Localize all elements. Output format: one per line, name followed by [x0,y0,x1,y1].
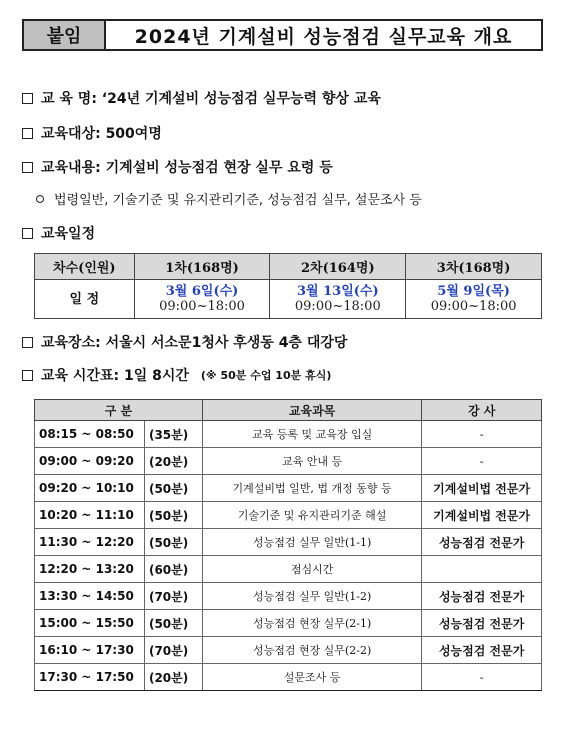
course-cell: 점심시간 [202,556,421,583]
table-row [35,529,542,556]
duration-cell: (35분) [144,421,202,448]
timetable-table [34,399,542,691]
duration-cell: (60분) [144,556,202,583]
attachment-tag: 붙임 [24,21,106,49]
course-cell: 기계설비법 일반, 법 개정 동향 등 [202,475,421,502]
instructor-cell [422,556,542,583]
instructor-cell: - [422,448,542,475]
schedule-time: 09:00~18:00 [294,299,381,314]
schedule-title-text: 교육일정 [41,226,96,242]
schedule-cell [270,280,406,319]
content-detail-item [36,189,422,208]
schedule-date: 3월 6일(수) [165,284,239,299]
course-cell: 기술기준 및 유지관리기준 해설 [202,502,421,529]
time-cell: 16:10 ~ 17:30 [35,637,145,664]
venue-item [22,332,347,352]
content-item [22,157,333,177]
schedule-cell [134,280,270,319]
duration-cell: (50분) [144,610,202,637]
course-name-text: 교 육 명: ‘24년 기계설비 성능점검 실무능력 향상 교육 [41,91,381,107]
duration-cell: (20분) [144,664,202,691]
schedule-cell [406,280,542,319]
timetable-head-cell: 교육과목 [202,400,421,421]
table-row [35,637,542,664]
table-row [35,664,542,691]
schedule-head-cell: 1차(168명) [134,254,270,280]
timetable-note: (※ 50분 수업 10분 휴식) [200,369,332,382]
checkbox-square-icon [22,93,33,104]
table-row [35,610,542,637]
course-cell: 성능점검 현장 실무(2-2) [202,637,421,664]
instructor-cell: 성능점검 전문가 [422,529,542,556]
timetable-head-cell: 구 분 [35,400,203,421]
schedule-head-cell: 3차(168명) [406,254,542,280]
schedule-date-row [35,280,542,319]
time-cell: 13:30 ~ 14:50 [35,583,145,610]
timetable-title-item [22,365,331,385]
time-cell: 08:15 ~ 08:50 [35,421,145,448]
schedule-header-row [35,254,542,280]
bullet-circle-icon [36,195,44,203]
checkbox-square-icon [22,128,33,139]
content-detail-text: 법령일반, 기술기준 및 유지관리기준, 성능점검 실무, 설문조사 등 [54,193,422,208]
checkbox-square-icon [22,162,33,173]
instructor-cell: 기계설비법 전문가 [422,502,542,529]
checkbox-square-icon [22,337,33,348]
course-cell: 성능점검 실무 일반(1-1) [202,529,421,556]
time-cell: 09:20 ~ 10:10 [35,475,145,502]
schedule-table [34,253,542,319]
venue-text: 교육장소: 서울시 서소문1청사 후생동 4층 대강당 [41,335,348,351]
time-cell: 09:00 ~ 09:20 [35,448,145,475]
table-row [35,475,542,502]
target-text: 교육대상: 500여명 [41,126,162,142]
course-name-item [22,88,381,108]
timetable-header-row [35,400,542,421]
instructor-cell: - [422,664,542,691]
checkbox-square-icon [22,228,33,239]
instructor-cell: - [422,421,542,448]
schedule-head-cell: 차수(인원) [35,254,135,280]
table-row [35,556,542,583]
content-text: 교육내용: 기계설비 성능점검 현장 실무 요령 등 [41,160,333,176]
time-cell: 10:20 ~ 11:10 [35,502,145,529]
duration-cell: (50분) [144,529,202,556]
course-cell: 교육 안내 등 [202,448,421,475]
course-cell: 교육 등록 및 교육장 입실 [202,421,421,448]
schedule-time: 09:00~18:00 [159,299,245,314]
table-row [35,502,542,529]
course-cell: 성능점검 현장 실무(2-1) [202,610,421,637]
table-row [35,421,542,448]
checkbox-square-icon [22,370,33,381]
instructor-cell: 성능점검 전문가 [422,610,542,637]
duration-cell: (70분) [144,637,202,664]
course-cell: 성능점검 실무 일반(1-2) [202,583,421,610]
time-cell: 15:00 ~ 15:50 [35,610,145,637]
schedule-time: 09:00~18:00 [430,299,517,314]
schedule-date: 5월 9일(목) [437,284,510,299]
table-row [35,448,542,475]
time-cell: 17:30 ~ 17:50 [35,664,145,691]
title-box [22,19,543,51]
time-cell: 12:20 ~ 13:20 [35,556,145,583]
schedule-title-item [22,223,95,243]
instructor-cell: 성능점검 전문가 [422,583,542,610]
schedule-date: 3월 13일(수) [296,284,379,299]
duration-cell: (70분) [144,583,202,610]
schedule-row-label: 일 정 [35,280,135,319]
timetable-head-cell: 강 사 [422,400,542,421]
course-cell: 설문조사 등 [202,664,421,691]
duration-cell: (50분) [144,502,202,529]
table-row [35,583,542,610]
instructor-cell: 성능점검 전문가 [422,637,542,664]
duration-cell: (50분) [144,475,202,502]
target-item [22,123,162,143]
time-cell: 11:30 ~ 12:20 [35,529,145,556]
duration-cell: (20분) [144,448,202,475]
schedule-head-cell: 2차(164명) [270,254,406,280]
timetable-title-text: 교육 시간표: 1일 8시간 [41,368,189,384]
instructor-cell: 기계설비법 전문가 [422,475,542,502]
page-title: 2024년 기계설비 성능점검 실무교육 개요 [134,25,513,48]
